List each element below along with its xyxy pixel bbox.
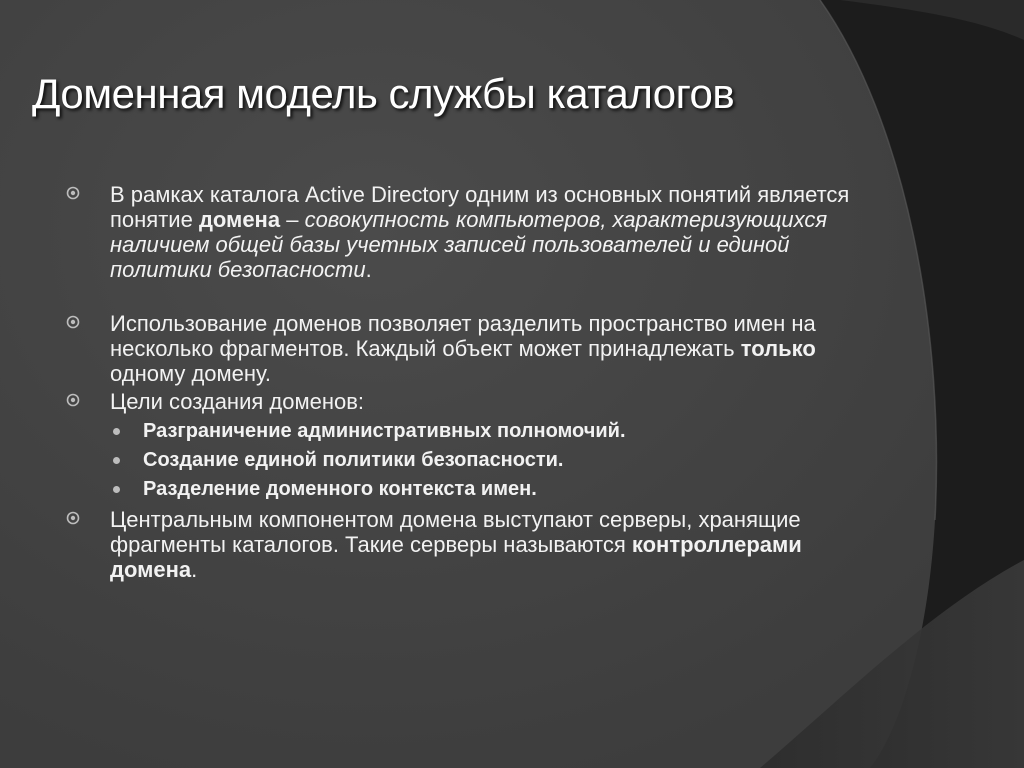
bullet-bold-text: домена <box>198 207 281 232</box>
subbullet-item <box>66 417 866 446</box>
bullet-item-namespace <box>66 311 866 386</box>
bullet-end: одному домену. <box>110 361 271 386</box>
subbullet-text: Создание единой политики безопасности. <box>143 449 564 471</box>
subbullet-text: Разграничение административных полномочий. <box>143 420 626 442</box>
bullet-italic-text: совокупность компьютеров, характеризующихся наличием общей базы учетных записей пользователей и единой политики безопасности <box>110 207 828 282</box>
bullet-end: . <box>191 557 198 582</box>
bullet-text: Использование доменов позволяет разделить пространство имен на несколько фрагментов. Каждый объект может принадлежать <box>110 311 816 361</box>
bullet-bold-text: контроллерами домена <box>110 532 802 582</box>
ring-bullet-icon <box>66 393 80 407</box>
ring-bullet-icon <box>66 511 80 525</box>
dot-bullet-icon <box>113 457 120 464</box>
bullet-bold-text: только <box>740 336 816 361</box>
bullet-text: Цели создания доменов: <box>110 389 365 414</box>
bullet-text: В рамках каталога Active Directory одним из основных понятий является понятие <box>110 182 850 232</box>
ring-bullet-icon <box>66 186 80 200</box>
slide-title: Доменная модель службы каталогов <box>32 70 735 117</box>
subbullet-text: Разделение доменного контекста имен. <box>143 478 537 500</box>
dot-bullet-icon <box>113 486 120 493</box>
subbullet-item <box>66 475 866 504</box>
bullet-item-controllers <box>66 507 866 582</box>
bullet-end: . <box>365 257 372 282</box>
bullet-list <box>66 182 866 582</box>
ring-bullet-icon <box>66 315 80 329</box>
dot-bullet-icon <box>113 428 120 435</box>
bullet-item-domain <box>66 182 866 282</box>
bullet-item-goals <box>66 389 866 414</box>
subbullet-item <box>66 446 866 475</box>
bullet-text: Центральным компонентом домена выступают серверы, хранящие фрагменты каталогов. Такие серверы называются <box>110 507 801 557</box>
bullet-dash: – <box>280 207 305 232</box>
